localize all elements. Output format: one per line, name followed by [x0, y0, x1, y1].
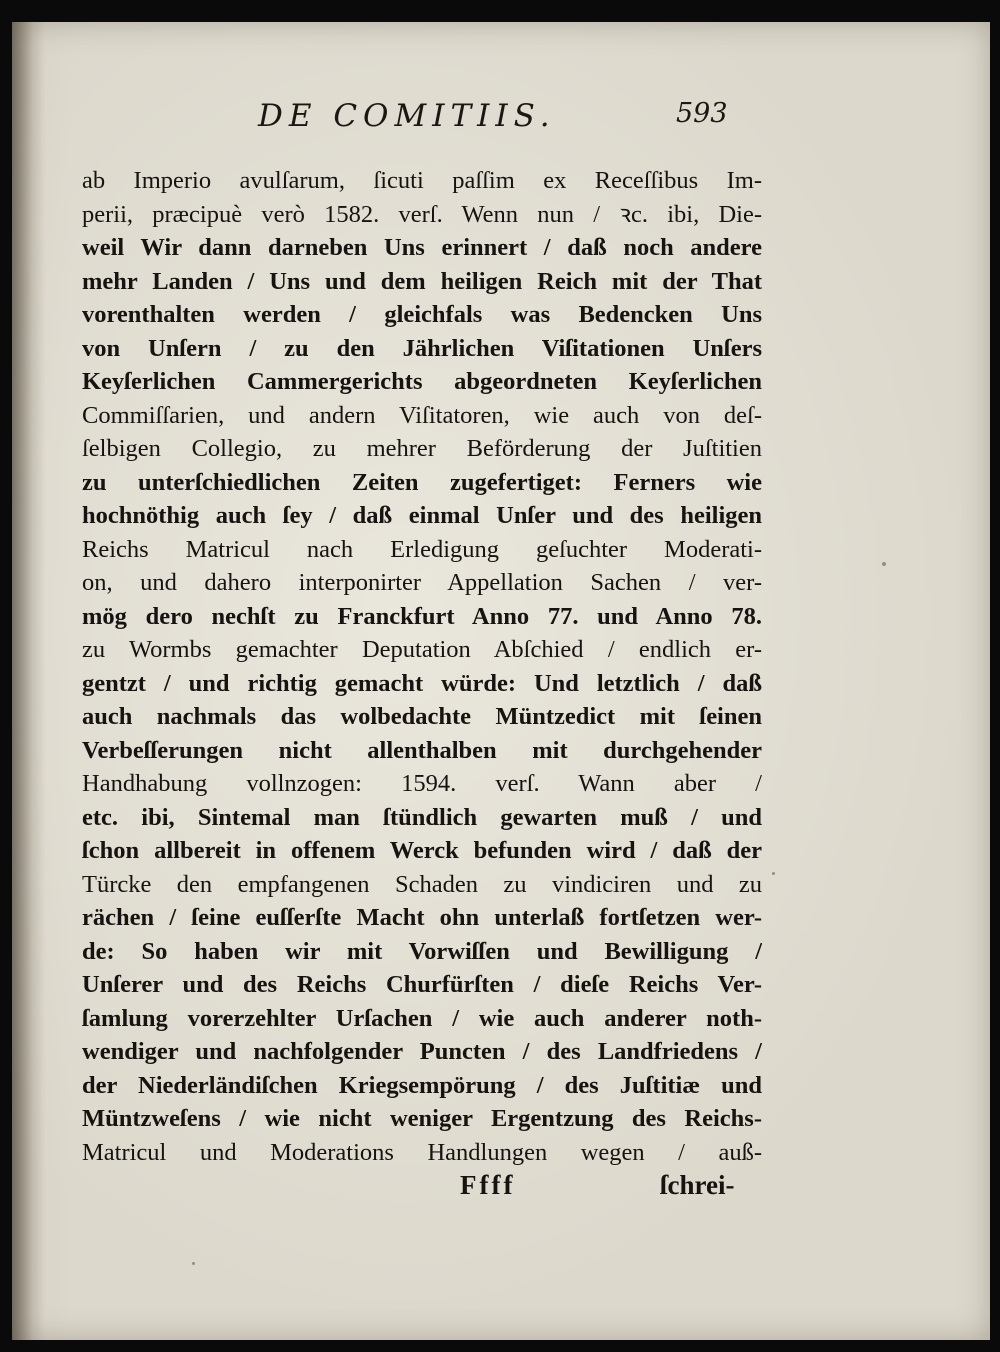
text-line: der Niederländiſchen Kriegsempörung / des Juſtitiæ und	[82, 1071, 762, 1099]
text-line: Unſerer und des Reichs Churfürſten / dieſe Reichs Ver-	[82, 971, 762, 998]
text-line: Commiſſarien, und andern Viſitatoren, wie auch von deſ-	[82, 401, 762, 429]
text-line: ab Imperio avulſarum, ſicuti paſſim ex Receſſibus Im-	[82, 167, 762, 194]
text-line: on, und dahero interponirter Appellation Sachen / ver-	[82, 569, 762, 596]
text-line: mehr Landen / Uns und dem heiligen Reich mit der That	[82, 267, 762, 295]
text-line: ſamlung vorerzehlter Urſachen / wie auch anderer noth-	[82, 1004, 762, 1032]
text-line: weil Wir dann darneben Uns erinnert / daß noch andere	[82, 234, 762, 261]
text-line: zu Wormbs gemachter Deputation Abſchied / endlich er-	[82, 636, 762, 663]
text-line: Verbeſſerungen nicht allenthalben mit durchgehender	[82, 736, 762, 764]
page-gutter-shadow	[12, 22, 46, 1340]
catchword: ſchrei-	[660, 1170, 735, 1200]
running-head: DE COMITIIS.	[258, 98, 556, 134]
text-line: von Unſern / zu den Jährlichen Viſitationen Unſers	[82, 334, 762, 362]
text-line: etc. ibi, Sintemal man ſtündlich gewarten muß / und	[82, 803, 762, 831]
text-line: hochnöthig auch ſey / daß einmal Unſer und des heiligen	[82, 502, 762, 529]
text-line: perii, præcipuè verò 1582. verſ. Wenn nun / ꝛc. ibi, Die-	[82, 200, 762, 228]
text-line: vorenthalten werden / gleichfals was Bedencken Uns	[82, 301, 762, 328]
text-line: Müntzweſens / wie nicht weniger Ergentzung des Reichs-	[82, 1105, 762, 1132]
text-line: Türcke den empfangenen Schaden zu vindiciren und zu	[82, 870, 762, 898]
paper-speck	[192, 1262, 195, 1265]
text-line: wendiger und nachfolgender Puncten / des Landfriedens /	[82, 1038, 762, 1065]
text-line: Keyſerlichen Cammergerichts abgeordneten Keyſerlichen	[82, 368, 762, 395]
text-line: Handhabung vollnzogen: 1594. verſ. Wann aber /	[82, 770, 762, 797]
text-line: Reichs Matricul nach Erledigung geſuchter Moderati-	[82, 535, 762, 563]
text-line: de: So haben wir mit Vorwiſſen und Bewilligung /	[82, 937, 762, 965]
page-header	[12, 86, 990, 136]
signature-mark: Ffff	[460, 1170, 516, 1200]
text-line: ſchon allbereit in offenem Werck befunden wird / daß der	[82, 837, 762, 864]
book-page	[12, 22, 990, 1340]
page-footer	[12, 1170, 990, 1210]
paper-speck	[882, 562, 886, 566]
text-line: zu unterſchiedlichen Zeiten zugefertiget: Ferners wie	[82, 468, 762, 496]
text-line: auch nachmals das wolbedachte Müntzedict mit ſeinen	[82, 703, 762, 730]
text-line: ſelbigen Collegio, zu mehrer Beförderung der Juſtitien	[82, 435, 762, 462]
paper-speck	[772, 872, 775, 875]
body-text	[82, 164, 762, 1169]
text-line: gentzt / und richtig gemacht würde: Und letztlich / daß	[82, 669, 762, 697]
text-line: rächen / ſeine euſſerſte Macht ohn unterlaß fortſetzen wer-	[82, 904, 762, 931]
text-line: mög dero nechſt zu Franckfurt Anno 77. und Anno 78.	[82, 602, 762, 630]
page-number: 593	[676, 98, 728, 129]
text-line: Matricul und Moderations Handlungen wegen / auß-	[82, 1138, 762, 1166]
